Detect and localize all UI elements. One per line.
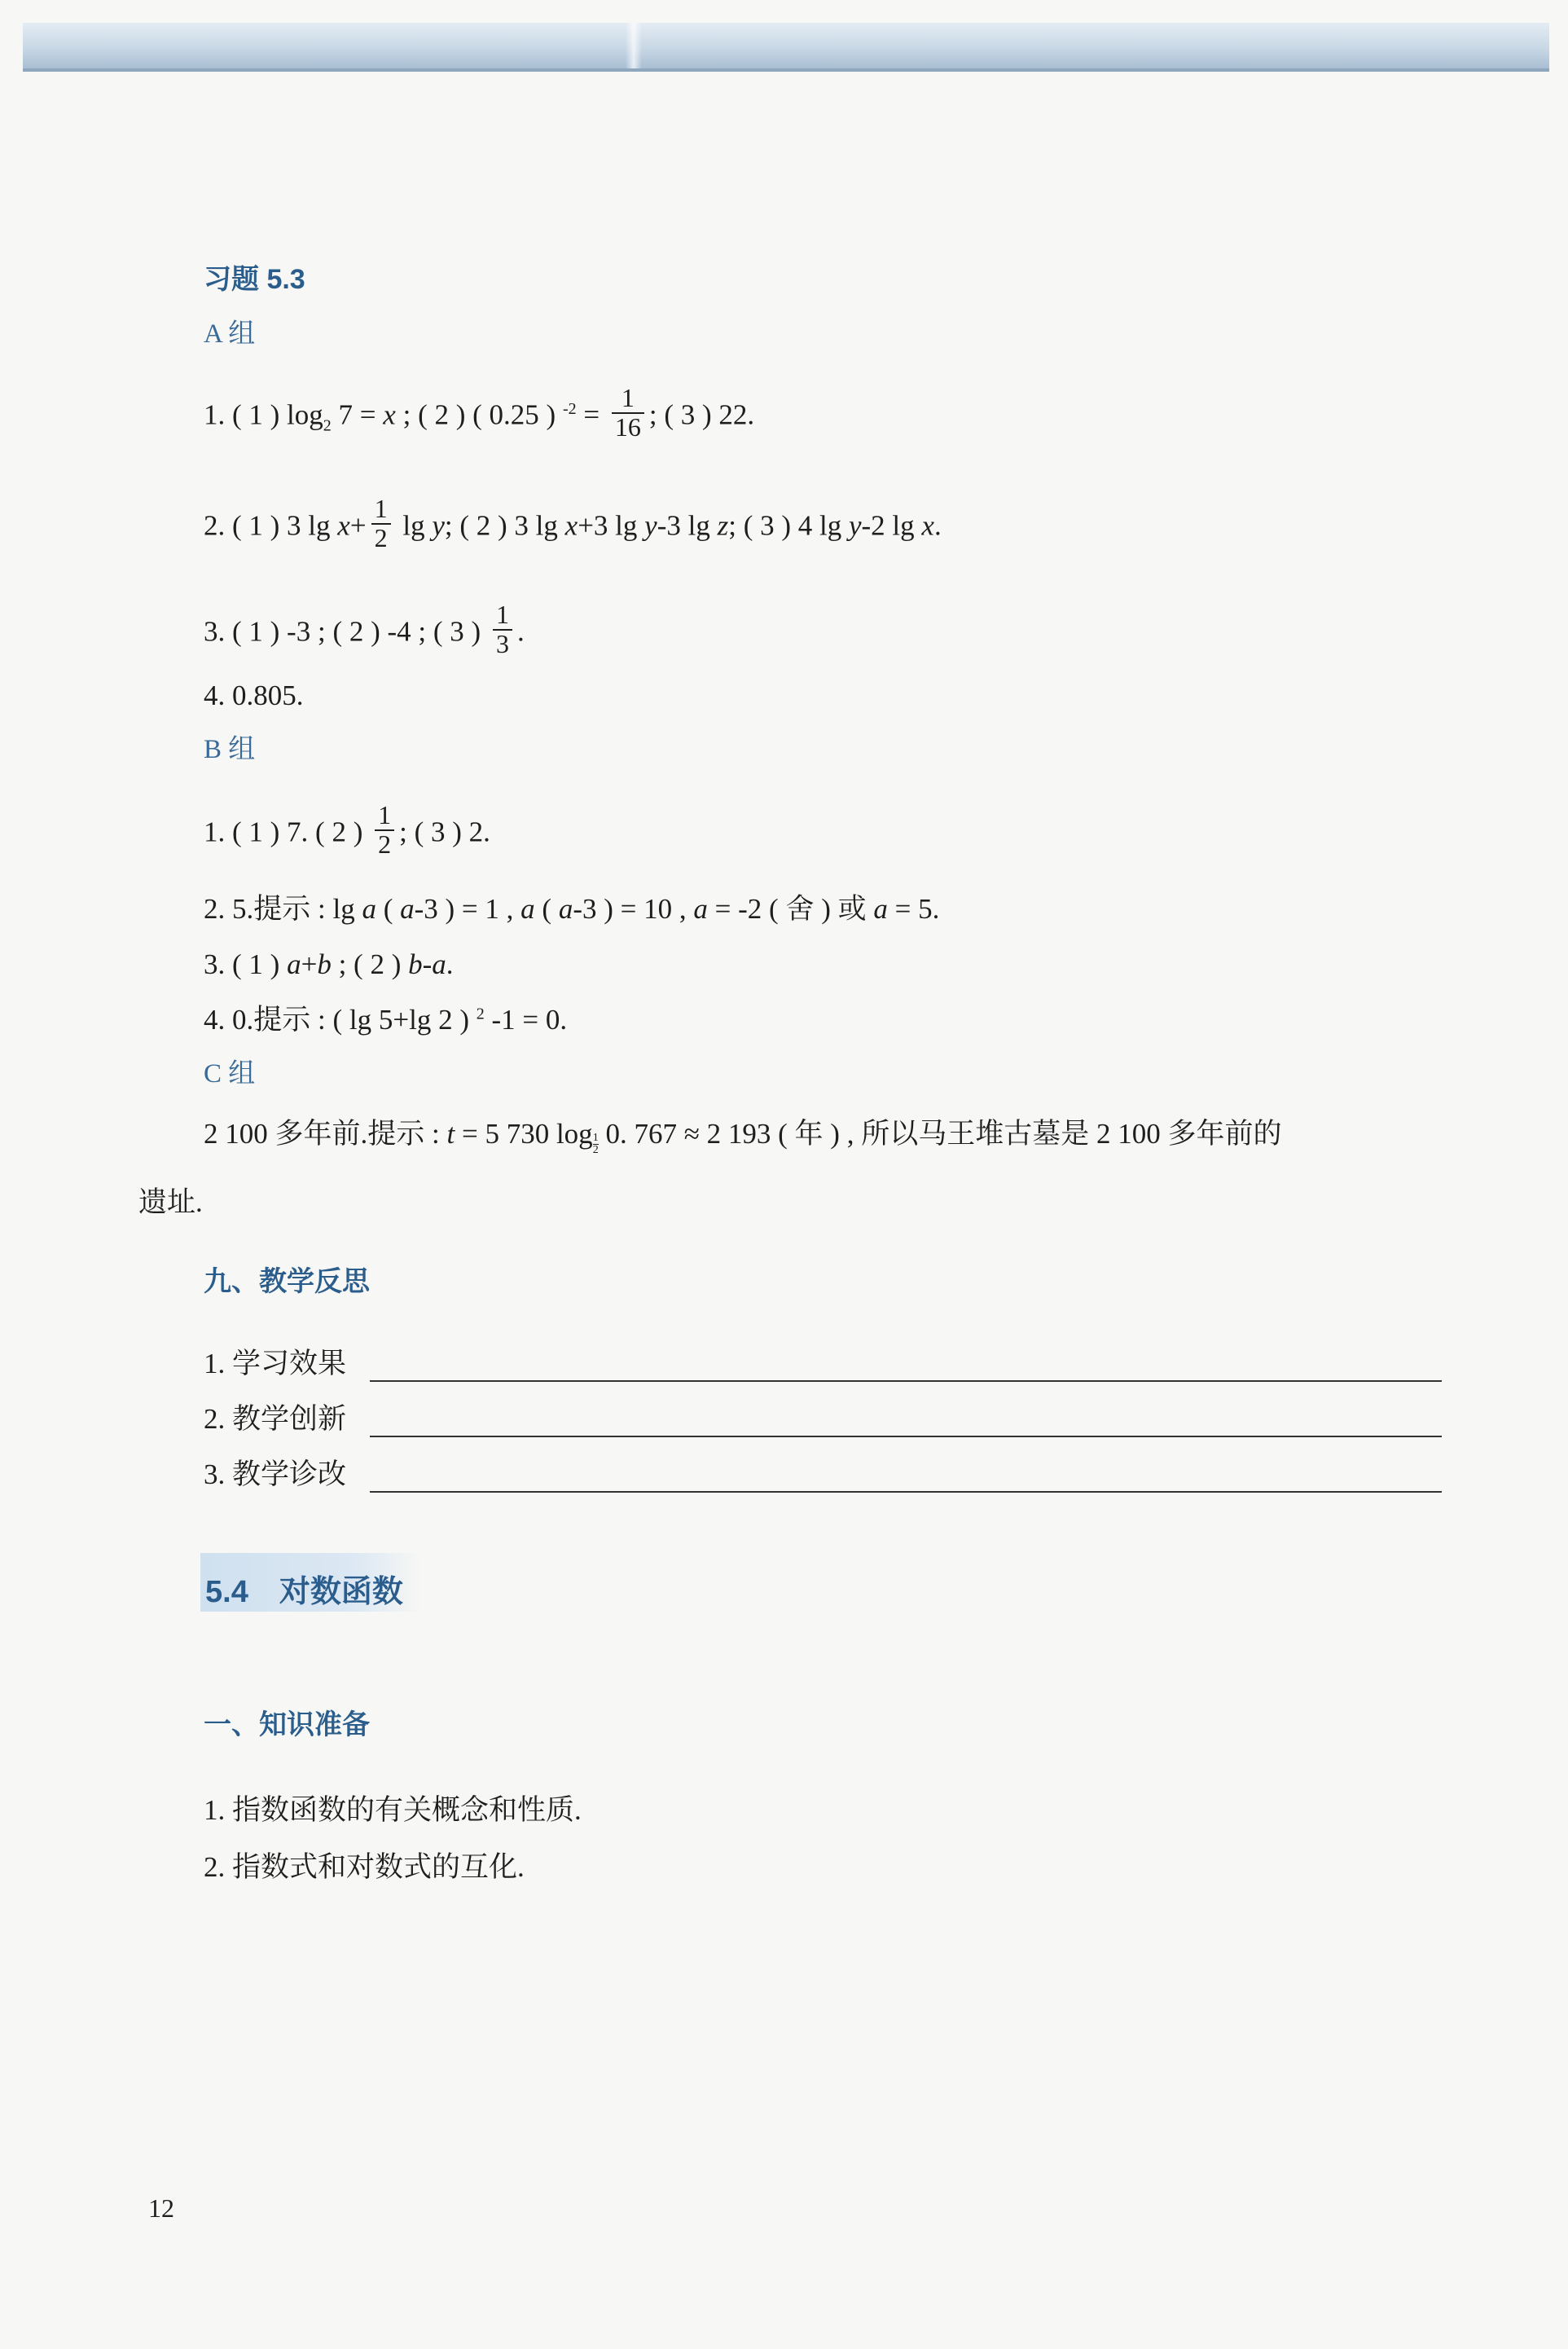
- group-b-label: B 组: [204, 735, 256, 764]
- reflection-title: 九、教学反思: [204, 1266, 370, 1297]
- answer-line-1: [370, 1380, 1442, 1382]
- header-band-seam: [626, 23, 642, 68]
- group-c-label: C 组: [204, 1059, 256, 1089]
- group-c-line2: 遗址.: [138, 1186, 203, 1218]
- reflection-item-1: 1. 学习效果: [204, 1348, 347, 1379]
- reflection-item-2: 2. 教学创新: [204, 1403, 347, 1435]
- group-a-q2: 2. ( 1 ) 3 lg x+ $\frac{1}{2}$ lg y; ( 2 ) 3 lg x+3 lg y-3 lg z; ( 3 ) 4 lg y-2 lg x.: [204, 494, 942, 552]
- reflection-item-3: 3. 教学诊改: [204, 1458, 347, 1490]
- fraction: $\frac{1}{2}$: [375, 802, 394, 858]
- group-a-q4: 4. 0.805.: [204, 680, 304, 711]
- group-b-q3: 3. ( 1 ) a+b ; ( 2 ) b-a.: [204, 948, 454, 980]
- section-title-band: [200, 1553, 420, 1612]
- group-a-q1: 1. ( 1 ) $\log_2 7 = x$ ; ( 2 ) ( 0.25 ) $^{-2}$ = $\frac{1}{16}$ ; ( 3 ) 22.: [204, 383, 755, 442]
- group-c-line1: 2 100 多年前.提示 : t = 5 730 log $\frac{1}{2} 0$. 767 ≈ 2 193 ( 年 ) , 所以马王堆古墓是 2 100 多年前的: [204, 1118, 1282, 1156]
- answer-line-3: [370, 1491, 1442, 1493]
- page-number: 12: [148, 2193, 174, 2223]
- section-title: 5.4 对数函数: [205, 1575, 403, 1609]
- group-b-q2: 2. 5.提示 : lg a ( a-3 ) = 1 , a ( a-3 ) = 10 , a = -2 ( 舍 ) 或 a = 5.: [204, 893, 940, 925]
- fraction: $\frac{1}{3}$: [493, 601, 512, 658]
- fraction: $\frac{1}{16}$: [612, 385, 644, 441]
- knowledge-item-2: 2. 指数式和对数式的互化.: [204, 1851, 525, 1883]
- group-a-q3: 3. ( 1 ) -3 ; ( 2 ) -4 ; ( 3 ) $\frac{1}{3}$ .: [204, 600, 525, 658]
- answer-line-2: [370, 1436, 1442, 1437]
- log-base-fraction: $\frac{1}{2}$: [592, 1132, 599, 1156]
- knowledge-title: 一、知识准备: [204, 1709, 370, 1740]
- fraction: $\frac{1}{2}$: [371, 495, 391, 552]
- knowledge-item-1: 1. 指数函数的有关概念和性质.: [204, 1794, 582, 1826]
- exercise-title: 习题 5.3: [204, 264, 305, 295]
- group-b-q1: 1. ( 1 ) 7. ( 2 ) $\frac{1}{2}$ ; ( 3 ) 2.: [204, 800, 490, 859]
- group-a-label: A 组: [204, 319, 256, 349]
- page-header-band: [23, 23, 1549, 72]
- group-b-q4: 4. 0.提示 : ( lg 5+lg 2 ) $^2$ -1 = 0.: [204, 1004, 568, 1036]
